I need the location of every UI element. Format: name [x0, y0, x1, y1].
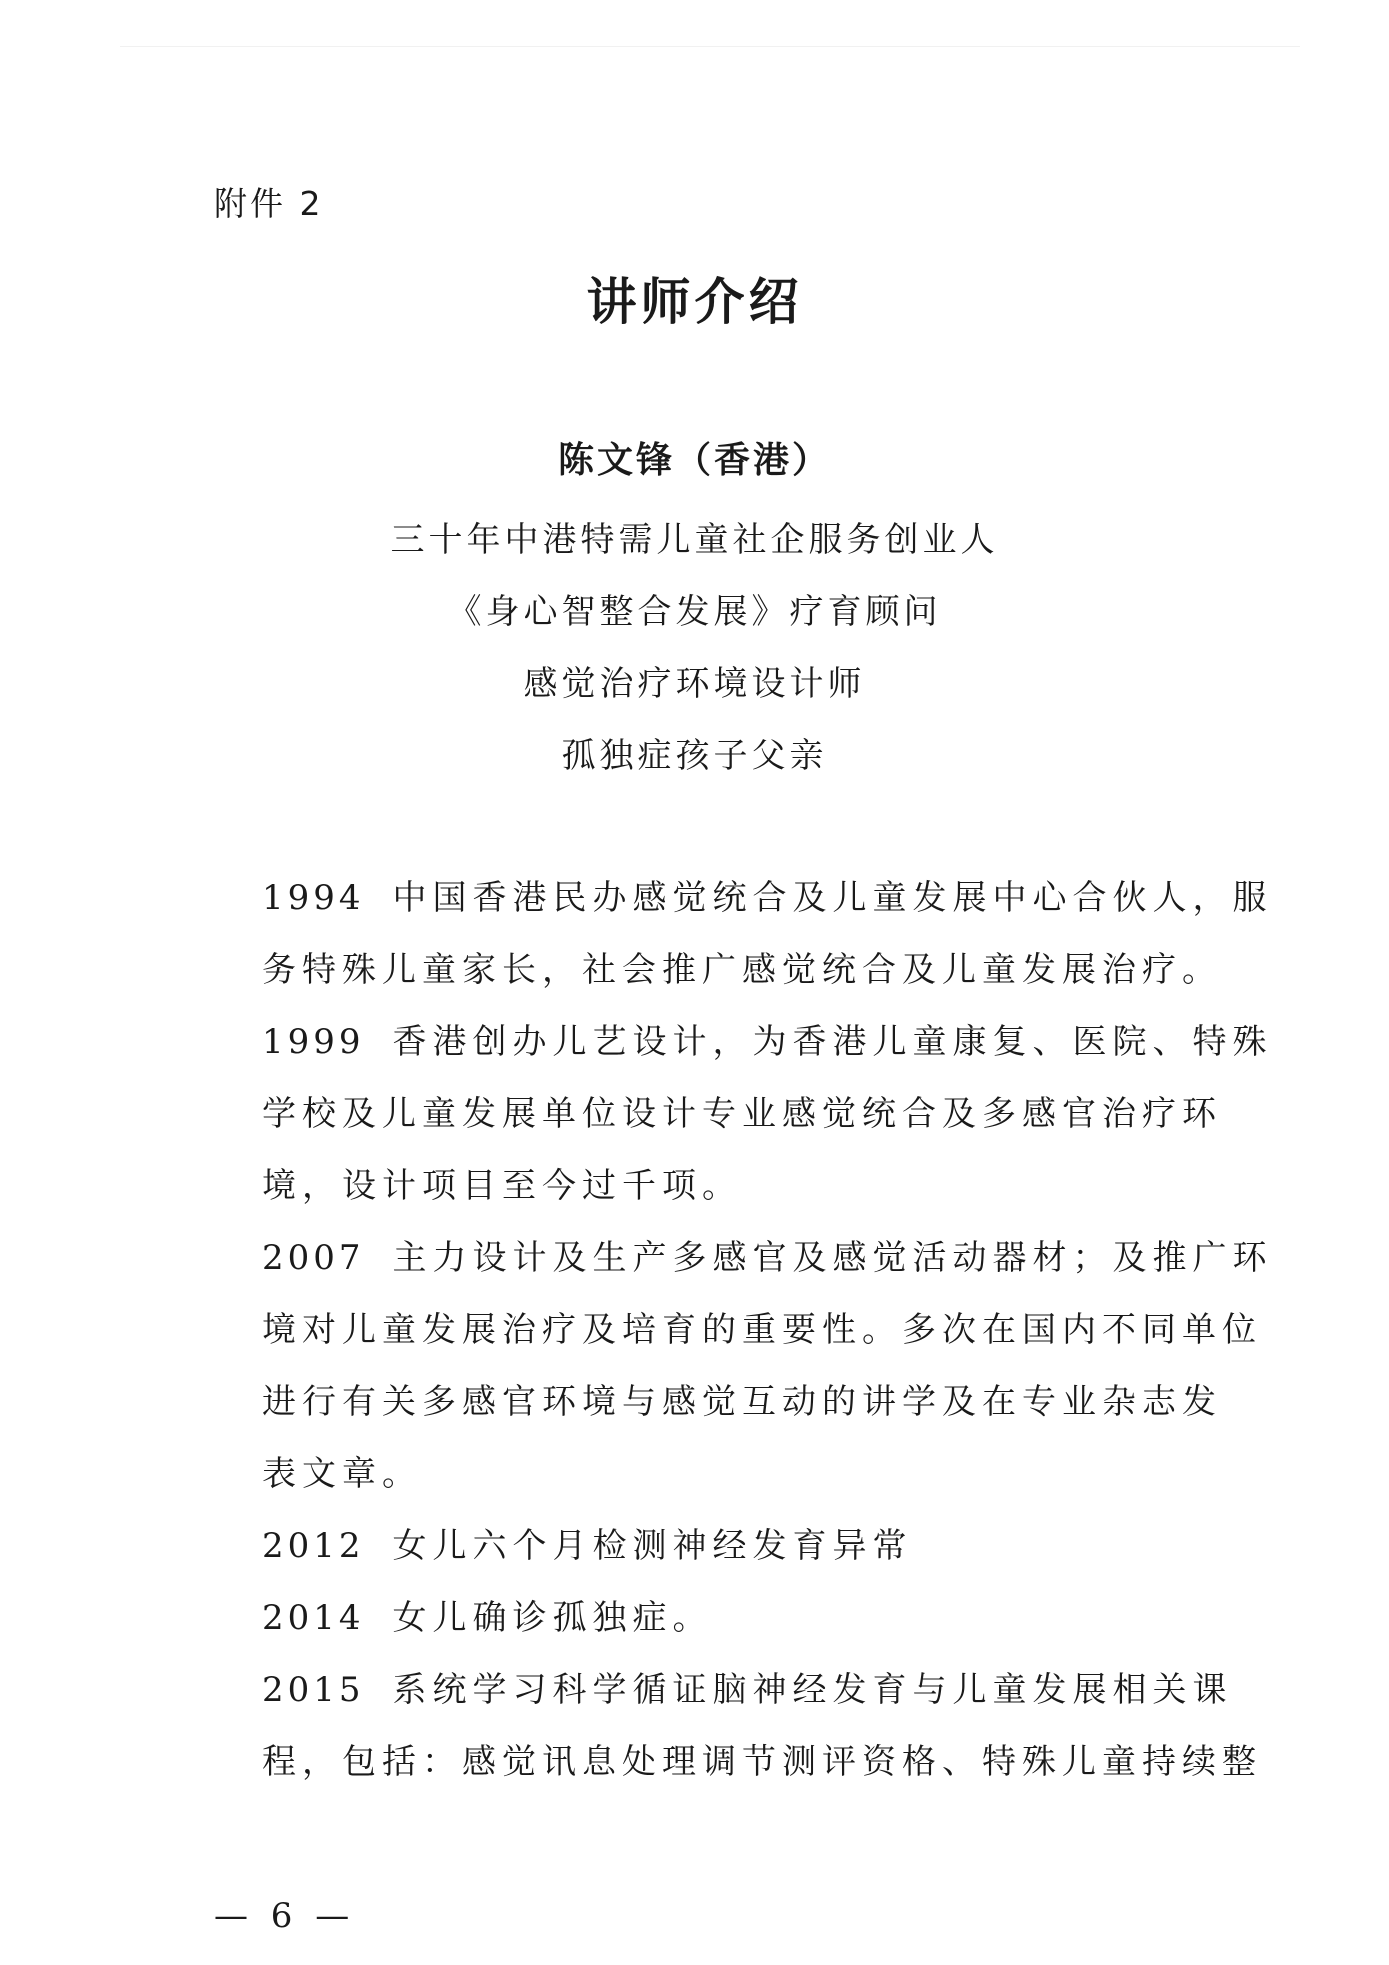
bio-line: 表文章。 [262, 1454, 422, 1494]
bio-line [262, 1222, 1273, 1294]
bio-entry [262, 862, 1273, 1006]
speaker-bio [262, 862, 1273, 1798]
bio-text: 中国香港民办感觉统合及儿童发展中心合伙人，服 [392, 878, 1273, 918]
bio-line [262, 1006, 1273, 1078]
speaker-role: 感觉治疗环境设计师 [523, 664, 866, 704]
bio-line [262, 1510, 1182, 1582]
page-title: 讲师介绍 [586, 273, 803, 331]
bio-line: 进行有关多感官环境与感觉互动的讲学及在专业杂志发 [262, 1382, 1222, 1422]
bio-line: 境对儿童发展治疗及培育的重要性。多次在国内不同单位 [262, 1310, 1262, 1350]
bio-year: 2014 [262, 1598, 365, 1638]
bio-text: 女儿六个月检测神经发育异常 [392, 1526, 913, 1566]
attachment-label: 附件 2 [214, 184, 324, 223]
speaker-role: 《身心智整合发展》疗育顾问 [447, 592, 942, 632]
bio-entry [262, 1654, 1262, 1798]
bio-line: 务特殊儿童家长，社会推广感觉统合及儿童发展治疗。 [262, 950, 1222, 990]
speaker-role: 三十年中港特需儿童社企服务创业人 [390, 520, 999, 560]
bio-line [262, 1582, 1182, 1654]
bio-year: 2012 [262, 1526, 365, 1566]
bio-text: 香港创办儿艺设计，为香港儿童康复、医院、特殊 [392, 1022, 1273, 1062]
bio-year: 2015 [262, 1670, 365, 1710]
speaker-name: 陈文锋（香港） [557, 440, 831, 481]
bio-year: 1999 [262, 1022, 365, 1062]
speaker-role: 孤独症孩子父亲 [561, 736, 828, 776]
bio-year: 2007 [262, 1238, 365, 1278]
speaker-roles [0, 504, 1389, 792]
bio-line [262, 862, 1273, 934]
bio-entry [262, 1222, 1273, 1510]
bio-text: 系统学习科学循证脑神经发育与儿童发展相关课 [392, 1670, 1233, 1710]
bio-text: 女儿确诊孤独症。 [392, 1598, 713, 1638]
bio-entry [262, 1510, 1182, 1582]
bio-text: 主力设计及生产多感官及感觉活动器材；及推广环 [392, 1238, 1273, 1278]
bio-entry [262, 1006, 1273, 1222]
scan-edge-line [120, 46, 1300, 47]
bio-line: 程，包括：感觉讯息处理调节测评资格、特殊儿童持续整 [262, 1742, 1262, 1782]
page-number: — 6 — [214, 1896, 356, 1936]
bio-line: 境，设计项目至今过千项。 [262, 1166, 742, 1206]
bio-line: 学校及儿童发展单位设计专业感觉统合及多感官治疗环 [262, 1094, 1222, 1134]
bio-year: 1994 [262, 878, 365, 918]
bio-entry [262, 1582, 1182, 1654]
bio-line [262, 1654, 1233, 1726]
